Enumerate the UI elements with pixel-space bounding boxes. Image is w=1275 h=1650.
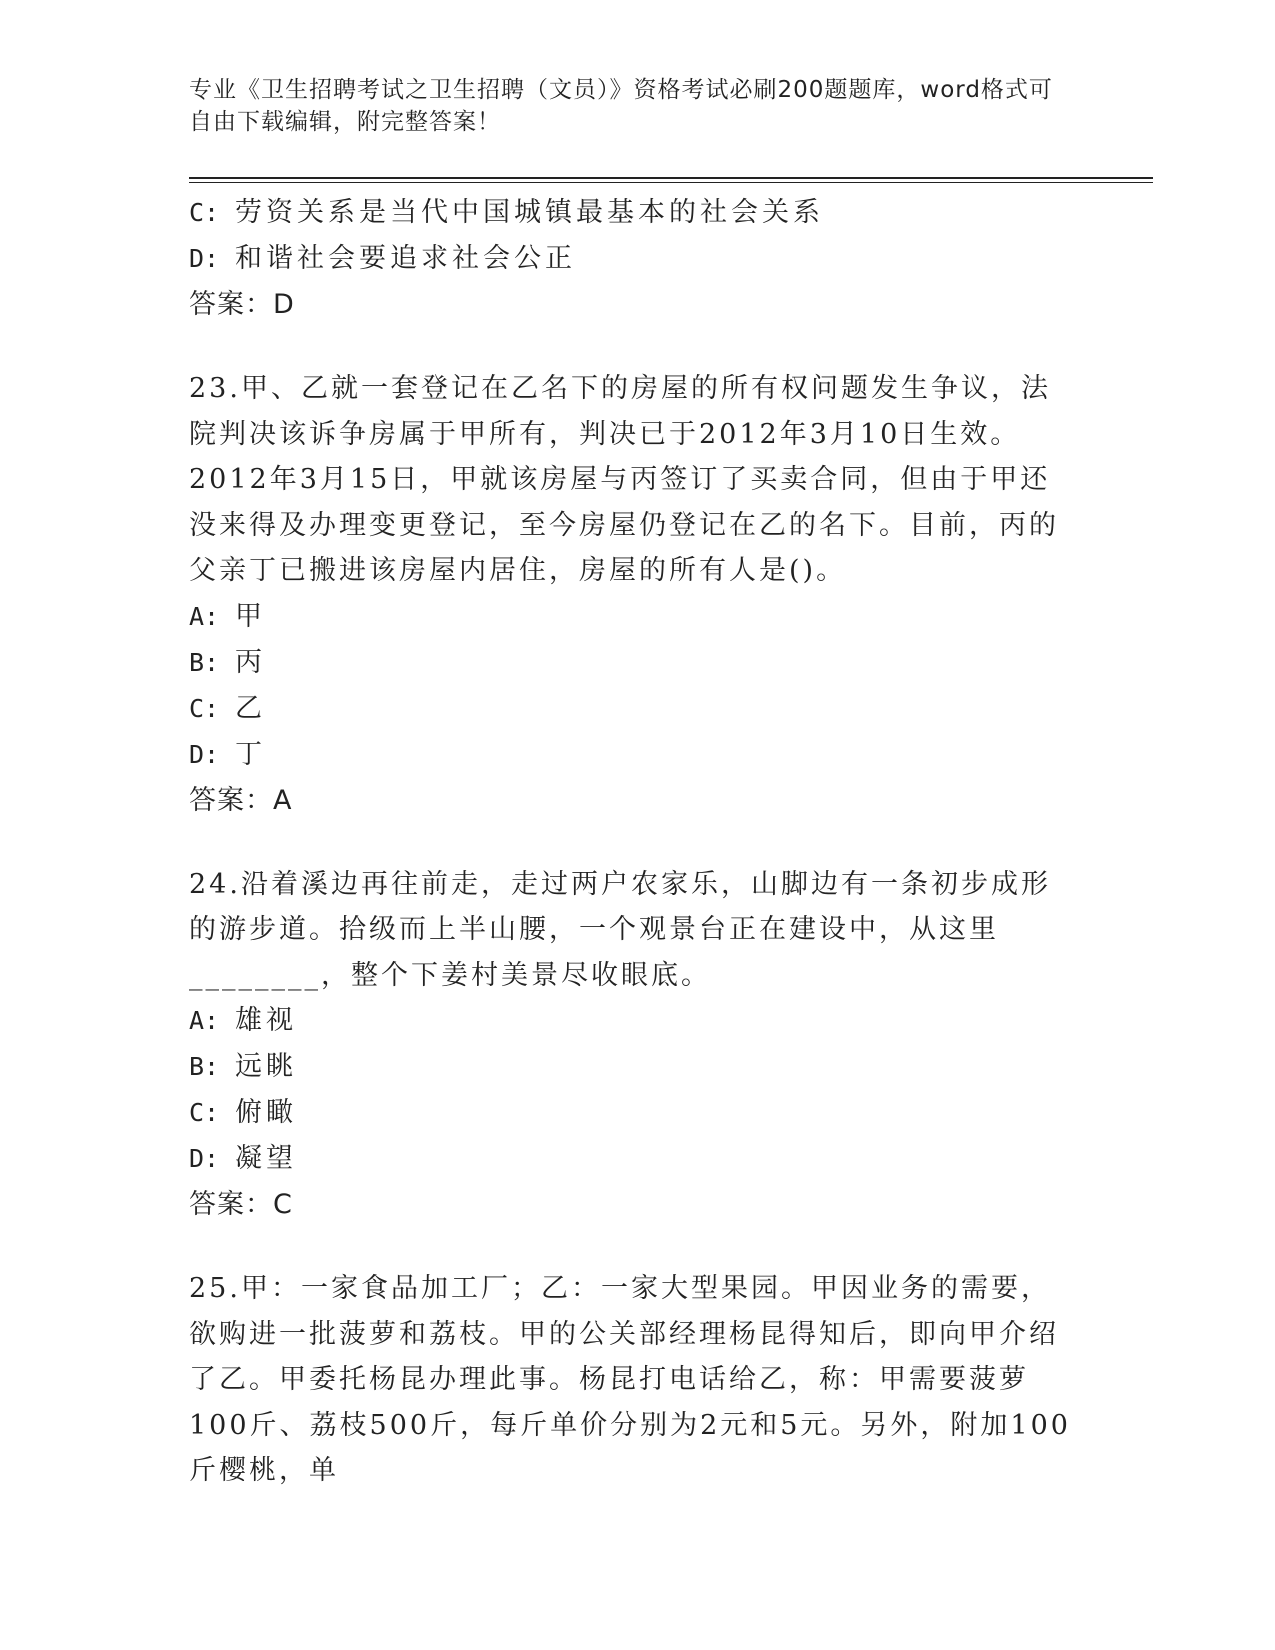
option-b <box>189 640 1089 686</box>
option-label: A: <box>189 1006 220 1035</box>
option-text: 和谐社会要追求社会公正 <box>235 243 576 274</box>
option-label: D: <box>189 244 220 273</box>
option-a <box>189 594 1089 640</box>
page-header: 专业《卫生招聘考试之卫生招聘（文员）》资格考试必刷200题题库，word格式可自由下载编辑，附完整答案！ <box>189 77 1053 135</box>
question-25: 25.甲：一家食品加工厂；乙：一家大型果园。甲因业务的需要，欲购进一批菠萝和荔枝。甲的公关部经理杨昆得知后，即向甲介绍了乙。甲委托杨昆办理此事。杨昆打电话给乙，称：甲需要菠萝100斤、荔枝500斤，每斤单价分别为2元和5元。另外，附加100斤樱桃，单 <box>189 1273 1071 1486</box>
answer-line: 答案：D <box>189 289 295 320</box>
question-24: 24.沿着溪边再往前走，走过两户农家乐，山脚边有一条初步成形的游步道。拾级而上半山腰，一个观景台正在建设中，从这里________，整个下姜村美景尽收眼底。 <box>189 868 1051 991</box>
option-label: D: <box>189 739 220 769</box>
option-c <box>189 686 1089 732</box>
header-divider <box>189 177 1153 179</box>
option-text: 丁 <box>235 738 266 770</box>
option-text: 乙 <box>235 692 266 724</box>
option-text: 俯瞰 <box>235 1097 297 1128</box>
option-d <box>189 236 1089 282</box>
option-text: 劳资关系是当代中国城镇最基本的社会关系 <box>235 197 824 228</box>
option-label: A: <box>189 601 220 631</box>
option-text: 雄视 <box>235 1005 297 1036</box>
option-label: B: <box>189 1052 220 1081</box>
option-text: 丙 <box>235 646 266 678</box>
header-divider-thin <box>189 182 1153 183</box>
option-label: C: <box>189 198 220 227</box>
question-list <box>189 190 1089 1494</box>
option-label: D: <box>189 1144 220 1173</box>
option-b <box>189 1044 1089 1090</box>
option-c <box>189 1090 1089 1136</box>
answer-line: 答案：C <box>189 1189 293 1220</box>
option-text: 凝望 <box>235 1143 297 1174</box>
option-label: C: <box>189 693 220 723</box>
option-label: B: <box>189 647 220 677</box>
option-d <box>189 1136 1089 1182</box>
question-23: 23.甲、乙就一套登记在乙名下的房屋的所有权问题发生争议，法院判决该诉争房属于甲所有，判决已于2012年3月10日生效。2012年3月15日，甲就该房屋与丙签订了买卖合同，但由于甲还没来得及办理变更登记，至今房屋仍登记在乙的名下。目前，丙的父亲丁已搬进该房屋内居住，房屋的所有人是()。 <box>189 373 1059 586</box>
option-label: C: <box>189 1098 220 1127</box>
option-d <box>189 732 1089 778</box>
answer-line: 答案：A <box>189 784 293 816</box>
option-c <box>189 190 1089 236</box>
option-text: 甲 <box>235 600 266 632</box>
option-a <box>189 998 1089 1044</box>
option-text: 远眺 <box>235 1051 297 1082</box>
